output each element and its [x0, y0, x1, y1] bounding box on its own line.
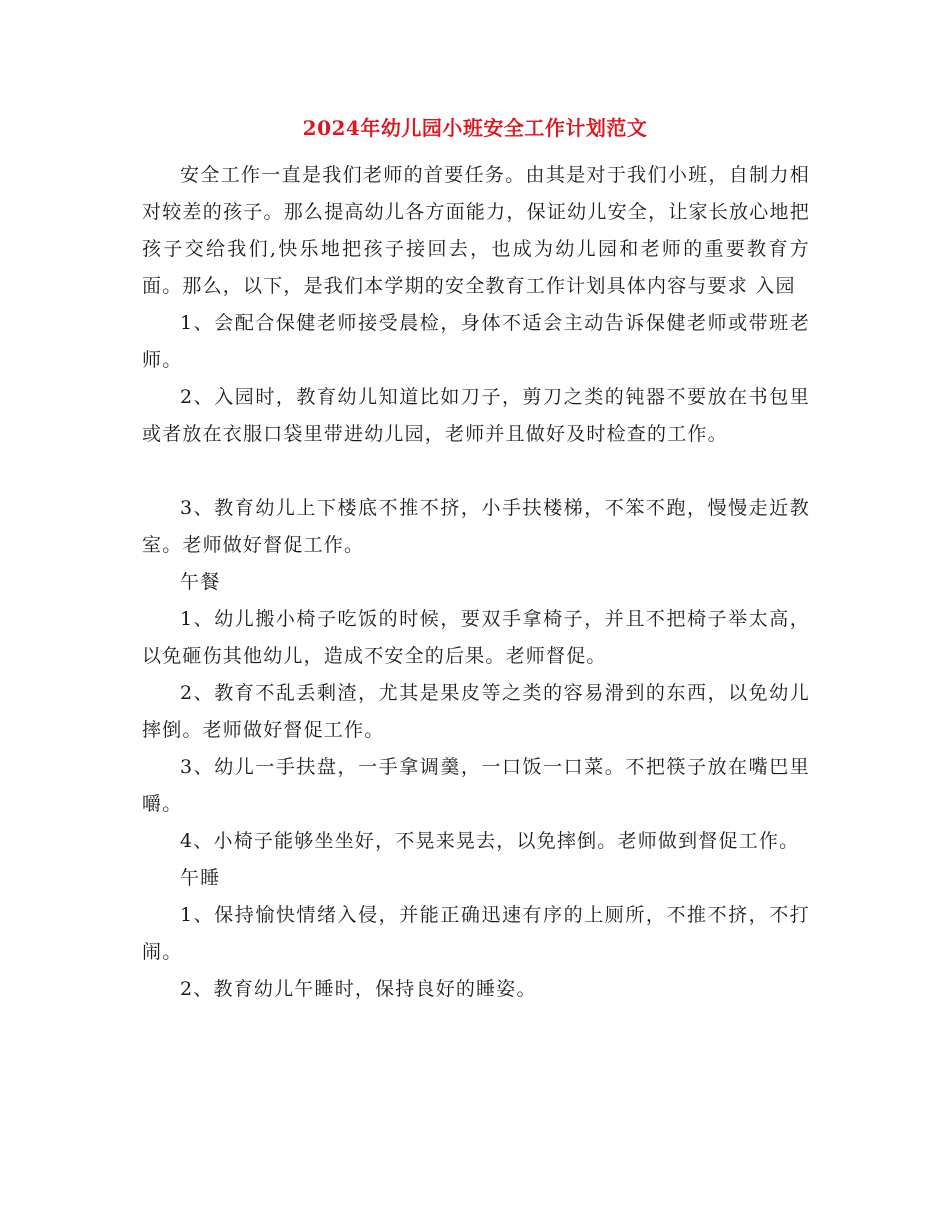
document-body [142, 157, 810, 1008]
intro-paragraph: 安全工作一直是我们老师的首要任务。由其是对于我们小班，自制力相对较差的孩子。那么提高幼儿各方面能力，保证幼儿安全，让家长放心地把孩子交给我们,快乐地把孩子接回去，也成为幼儿园和老师的重要教育方面。那么，以下，是我们本学期的安全教育工作计划具体内容与要求 入园 [142, 164, 810, 297]
lunch-item-4: 4、小椅子能够坐坐好，不晃来晃去，以免摔倒。老师做到督促工作。 [180, 830, 800, 852]
nap-item-1: 1、保持愉快情绪入侵，并能正确迅速有序的上厕所，不推不挤，不打闹。 [142, 904, 810, 963]
lunch-item-1: 1、幼儿搬小椅子吃饭的时候，要双手拿椅子，并且不把椅子举太高，以免砸伤其他幼儿，造成不安全的后果。老师督促。 [142, 608, 810, 667]
entry-item-2: 2、入园时，教育幼儿知道比如刀子，剪刀之类的钝器不要放在书包里或者放在衣服口袋里带进幼儿园，老师并且做好及时检查的工作。 [142, 386, 810, 445]
nap-item-2: 2、教育幼儿午睡时，保持良好的睡姿。 [180, 978, 537, 1000]
section-heading-nap: 午睡 [180, 867, 221, 889]
lunch-item-3: 3、幼儿一手扶盘，一手拿调羹，一口饭一口菜。不把筷子放在嘴巴里嚼。 [142, 756, 810, 815]
document-title: 2024年幼儿园小班安全工作计划范文 [302, 116, 648, 140]
blank-line [142, 453, 810, 490]
lunch-item-2: 2、教育不乱丢剩渣，尤其是果皮等之类的容易滑到的东西，以免幼儿摔倒。老师做好督促工作。 [142, 682, 810, 741]
entry-item-1: 1、会配合保健老师接受晨检，身体不适会主动告诉保健老师或带班老师。 [142, 312, 810, 371]
section-heading-lunch: 午餐 [180, 571, 221, 593]
entry-item-3: 3、教育幼儿上下楼底不推不挤，小手扶楼梯，不笨不跑，慢慢走近教室。老师做好督促工作。 [142, 497, 810, 556]
